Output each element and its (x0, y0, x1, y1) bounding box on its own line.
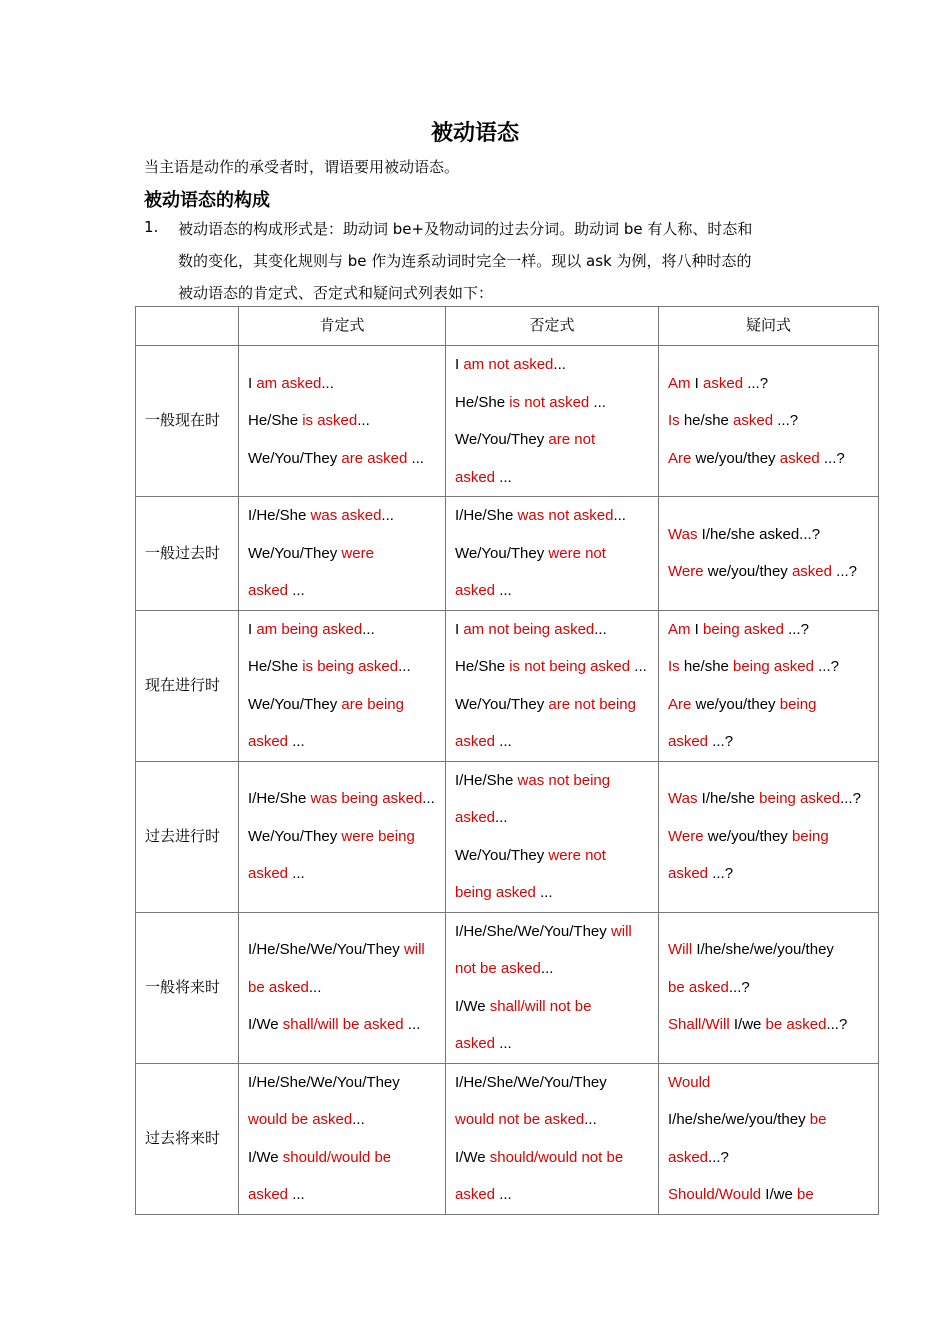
plain-text: we/you/they (703, 827, 792, 845)
interrogative-cell (659, 497, 879, 611)
cell-line (668, 516, 869, 554)
cell-line (455, 799, 649, 837)
highlighted-text: was being asked (310, 790, 423, 808)
cell-line (455, 459, 649, 497)
highlighted-text: be asked (668, 978, 729, 996)
cell-line (248, 723, 436, 761)
highlighted-text: were not (548, 846, 606, 864)
cell-line (455, 384, 649, 422)
cell-line (455, 497, 649, 535)
highlighted-text: are being (341, 695, 404, 713)
plain-text: we/you/they (691, 449, 780, 467)
table-row (136, 1063, 879, 1214)
plain-text: ... (288, 733, 305, 750)
plain-text: ...? (708, 865, 734, 883)
plain-text: ...? (783, 620, 809, 638)
plain-text: We/You/They (455, 431, 549, 448)
interrogative-cell (659, 1063, 879, 1214)
highlighted-text: asked (668, 733, 709, 750)
highlighted-text: Would (668, 1073, 711, 1091)
cell-line (668, 818, 869, 856)
plain-text: ... (535, 884, 553, 901)
plain-text: ... (553, 356, 566, 373)
plain-text: ...? (840, 790, 861, 808)
plain-text: I/We (248, 1016, 283, 1034)
cell-line (455, 723, 649, 761)
plain-text: ... (403, 1016, 421, 1034)
highlighted-text: Are (668, 695, 692, 713)
cell-line (668, 365, 869, 403)
cell-line (668, 686, 869, 724)
cell-line (668, 553, 869, 591)
cell-line (455, 648, 649, 686)
highlighted-text: is being asked (302, 658, 399, 675)
cell-line (248, 969, 436, 1007)
highlighted-text: should/would not be (489, 1148, 624, 1166)
plain-text: he/she (679, 658, 734, 675)
plain-text: ... (362, 620, 375, 638)
cell-line (248, 780, 436, 818)
cell-line (455, 1025, 649, 1063)
plain-text: ... (407, 449, 424, 467)
paragraph-line: 被动语态的构成形式是：助动词 be+及物动词的过去分词。助动词 be 有人称、时态和 (178, 220, 753, 238)
plain-text: ...? (819, 449, 845, 467)
table-row (136, 912, 879, 1063)
highlighted-text: asked (733, 412, 774, 430)
cell-line (455, 913, 649, 951)
highlighted-text: Am (668, 620, 691, 638)
cell-line (455, 1064, 649, 1102)
negative-cell (446, 346, 659, 497)
cell-line (668, 402, 869, 440)
plain-text: I/he/she asked...? (697, 525, 821, 543)
highlighted-text: asked (248, 865, 289, 883)
cell-line (668, 1101, 869, 1139)
cell-line (248, 572, 436, 610)
negative-cell (446, 912, 659, 1063)
cell-line (668, 440, 869, 478)
negative-cell (446, 610, 659, 761)
plain-text: ... (321, 374, 334, 392)
plain-text: ... (613, 507, 626, 524)
negative-cell (446, 761, 659, 912)
highlighted-text: Am (668, 374, 691, 392)
table-row (136, 761, 879, 912)
plain-text: He/She (455, 658, 510, 675)
header-affirmative: 肯定式 (239, 307, 446, 346)
highlighted-text: not be asked (455, 960, 541, 977)
cell-line (248, 931, 436, 969)
plain-text: ... (495, 582, 512, 599)
highlighted-text: is not asked (509, 393, 590, 411)
affirmative-cell (239, 761, 446, 912)
interrogative-cell (659, 610, 879, 761)
plain-text: I/He/She (248, 507, 311, 524)
plain-text: I (455, 356, 464, 373)
plain-text: I (690, 620, 704, 638)
highlighted-text: was not being (517, 771, 611, 789)
highlighted-text: are not being (548, 695, 636, 713)
table-row (136, 610, 879, 761)
plain-text: We/You/They (248, 827, 342, 845)
affirmative-cell (239, 912, 446, 1063)
cell-line (248, 648, 436, 686)
intro-text: 当主语是动作的承受者时，谓语要用被动语态。 (144, 158, 460, 176)
plain-text: ... (422, 790, 435, 808)
highlighted-text: Was (668, 525, 698, 543)
plain-text: ... (589, 393, 606, 411)
plain-text: ...? (728, 978, 750, 996)
highlighted-text: Should/Would (668, 1186, 762, 1203)
cell-line (668, 1176, 869, 1214)
plain-text: We/You/They (248, 544, 342, 562)
header-negative: 否定式 (446, 307, 659, 346)
paragraph-line: 数的变化，其变化规则与 be 作为连系动词时完全一样。现以 ask 为例，将八种时态的 (178, 252, 752, 270)
plain-text: ... (594, 620, 607, 638)
highlighted-text: being asked (733, 658, 814, 675)
plain-text: ... (495, 809, 508, 826)
plain-text: I/He/She (455, 771, 518, 789)
plain-text: ... (381, 507, 394, 524)
negative-cell (446, 497, 659, 611)
highlighted-text: were being (341, 827, 415, 845)
highlighted-text: would be asked (248, 1111, 353, 1128)
plain-text: ...? (708, 1148, 729, 1166)
cell-line (668, 648, 869, 686)
passive-voice-table (135, 306, 879, 1215)
highlighted-text: should/would be (282, 1148, 392, 1166)
highlighted-text: asked (455, 468, 496, 486)
cell-line (455, 611, 649, 649)
highlighted-text: am being asked (256, 620, 363, 638)
plain-text: I (690, 374, 704, 392)
cell-line (455, 1176, 649, 1214)
highlighted-text: be (796, 1186, 814, 1203)
tense-label: 现在进行时 (136, 610, 239, 761)
highlighted-text: being asked (455, 884, 536, 901)
highlighted-text: asked (455, 1035, 496, 1052)
plain-text: We/You/They (248, 695, 342, 713)
plain-text: I/He/She/We/You/They (248, 941, 404, 959)
plain-text: we/you/they (703, 563, 792, 581)
highlighted-text: be asked (248, 978, 309, 996)
plain-text: He/She (248, 658, 303, 675)
tense-label: 一般现在时 (136, 346, 239, 497)
interrogative-cell (659, 761, 879, 912)
highlighted-text: Is (668, 658, 680, 675)
plain-text: ...? (826, 1016, 848, 1034)
plain-text: ... (495, 733, 512, 750)
highlighted-text: Is (668, 412, 680, 430)
paragraph-number: 1. (144, 218, 159, 236)
cell-line (248, 611, 436, 649)
highlighted-text: am not asked (463, 356, 554, 373)
cell-line (248, 686, 436, 724)
cell-line (248, 402, 436, 440)
highlighted-text: asked (668, 865, 709, 883)
plain-text: He/She (248, 412, 303, 430)
highlighted-text: is not being asked (509, 658, 631, 675)
affirmative-cell (239, 346, 446, 497)
cell-line (455, 535, 649, 573)
plain-text: He/She (455, 393, 510, 411)
highlighted-text: be (809, 1111, 827, 1128)
highlighted-text: asked (455, 809, 496, 826)
tense-label: 过去进行时 (136, 761, 239, 912)
plain-text: I/He/She (455, 507, 518, 524)
plain-text: I/We (455, 1148, 490, 1166)
plain-text: I/We (248, 1148, 283, 1166)
tense-label: 一般将来时 (136, 912, 239, 1063)
cell-line (455, 686, 649, 724)
highlighted-text: will (403, 941, 425, 959)
plain-text: I/He/She/We/You/They (455, 1073, 607, 1091)
cell-line (455, 988, 649, 1026)
highlighted-text: are asked (341, 449, 408, 467)
plain-text: ... (630, 658, 647, 675)
plain-text: ... (495, 1035, 512, 1052)
interrogative-cell (659, 912, 879, 1063)
header-empty (136, 307, 239, 346)
cell-line (455, 346, 649, 384)
cell-line (455, 1101, 649, 1139)
plain-text: he/she (679, 412, 734, 430)
cell-line (248, 440, 436, 478)
interrogative-cell (659, 346, 879, 497)
plain-text: I/he/she/we/you/they (692, 941, 834, 959)
plain-text: ... (495, 1186, 512, 1203)
plain-text: I/We (455, 997, 490, 1015)
highlighted-text: asked (455, 582, 496, 599)
cell-line (248, 855, 436, 893)
cell-line (248, 818, 436, 856)
plain-text: ... (540, 960, 554, 977)
highlighted-text: asked (248, 582, 289, 599)
highlighted-text: is asked (302, 412, 358, 430)
header-interrogative: 疑问式 (659, 307, 879, 346)
highlighted-text: asked (668, 1148, 709, 1166)
paragraph-line: 被动语态的肯定式、否定式和疑问式列表如下： (178, 284, 494, 302)
plain-text: ...? (813, 658, 839, 675)
cell-line (668, 780, 869, 818)
cell-line (455, 950, 649, 988)
plain-text: I (248, 374, 257, 392)
cell-line (668, 611, 869, 649)
plain-text: I/he/she (697, 790, 760, 808)
plain-text: I/we (761, 1186, 797, 1203)
plain-text: I/we (729, 1016, 766, 1034)
highlighted-text: asked (703, 374, 744, 392)
highlighted-text: Are (668, 449, 692, 467)
cell-line (248, 1176, 436, 1214)
highlighted-text: was not asked (517, 507, 614, 524)
highlighted-text: am asked (256, 374, 322, 392)
highlighted-text: being asked (759, 790, 841, 808)
page-title: 被动语态 (430, 121, 519, 146)
plain-text: ...? (743, 374, 769, 392)
highlighted-text: being asked (703, 620, 784, 638)
plain-text: ...? (773, 412, 799, 430)
plain-text: I/He/She/We/You/They (455, 922, 611, 940)
highlighted-text: be asked (765, 1016, 827, 1034)
plain-text: ... (584, 1111, 597, 1128)
highlighted-text: Shall/Will (668, 1016, 730, 1034)
highlighted-text: was asked (310, 507, 382, 524)
highlighted-text: were (341, 544, 374, 562)
tense-label: 一般过去时 (136, 497, 239, 611)
table-row (136, 346, 879, 497)
plain-text: I/he/she/we/you/they (668, 1111, 810, 1128)
highlighted-text: Were (668, 827, 704, 845)
cell-line (248, 1139, 436, 1177)
section-heading: 被动语态的构成 (144, 190, 270, 211)
plain-text: ... (357, 412, 370, 430)
highlighted-text: am not being asked (463, 620, 595, 638)
highlighted-text: shall/will not be (489, 997, 592, 1015)
plain-text: ... (308, 978, 322, 996)
plain-text: ... (288, 1186, 305, 1203)
cell-line (668, 931, 869, 969)
cell-line (248, 1101, 436, 1139)
plain-text: We/You/They (455, 544, 549, 562)
cell-line (455, 1139, 649, 1177)
cell-line (668, 855, 869, 893)
cell-line (248, 1064, 436, 1102)
cell-line (248, 365, 436, 403)
plain-text: ... (288, 582, 305, 599)
table-row (136, 497, 879, 611)
plain-text: ...? (832, 563, 858, 581)
highlighted-text: Will (668, 941, 693, 959)
cell-line (455, 572, 649, 610)
affirmative-cell (239, 497, 446, 611)
plain-text: We/You/They (248, 449, 342, 467)
table-header-row (136, 307, 879, 346)
highlighted-text: shall/will be asked (282, 1016, 404, 1034)
highlighted-text: being (791, 827, 829, 845)
cell-line (668, 1006, 869, 1044)
highlighted-text: will (610, 922, 632, 940)
cell-line (248, 1006, 436, 1044)
highlighted-text: being (779, 695, 817, 713)
plain-text: ...? (708, 733, 734, 750)
plain-text: ... (352, 1111, 365, 1128)
cell-line (455, 837, 649, 875)
plain-text: We/You/They (455, 695, 549, 713)
cell-line (668, 1139, 869, 1177)
plain-text: ... (398, 658, 411, 675)
highlighted-text: asked (455, 1186, 496, 1203)
highlighted-text: asked (248, 733, 289, 750)
negative-cell (446, 1063, 659, 1214)
affirmative-cell (239, 610, 446, 761)
highlighted-text: Were (668, 563, 704, 581)
cell-line (455, 762, 649, 800)
plain-text: ... (288, 865, 305, 883)
cell-line (248, 535, 436, 573)
highlighted-text: are not (548, 431, 596, 448)
plain-text: I/He/She/We/You/They (248, 1073, 400, 1091)
highlighted-text: would not be asked (455, 1111, 585, 1128)
plain-text: I (248, 620, 257, 638)
highlighted-text: asked (248, 1186, 289, 1203)
highlighted-text: asked (779, 449, 820, 467)
cell-line (455, 874, 649, 912)
highlighted-text: were not (548, 544, 606, 562)
plain-text: I (455, 620, 464, 638)
plain-text: We/You/They (455, 846, 549, 864)
highlighted-text: asked (791, 563, 832, 581)
cell-line (455, 421, 649, 459)
cell-line (248, 497, 436, 535)
cell-line (668, 723, 869, 761)
tense-label: 过去将来时 (136, 1063, 239, 1214)
highlighted-text: asked (455, 733, 496, 750)
highlighted-text: Was (668, 790, 698, 808)
affirmative-cell (239, 1063, 446, 1214)
plain-text: ... (495, 468, 512, 486)
plain-text: we/you/they (691, 695, 780, 713)
cell-line (668, 1064, 869, 1102)
plain-text: I/He/She (248, 790, 311, 808)
cell-line (668, 969, 869, 1007)
